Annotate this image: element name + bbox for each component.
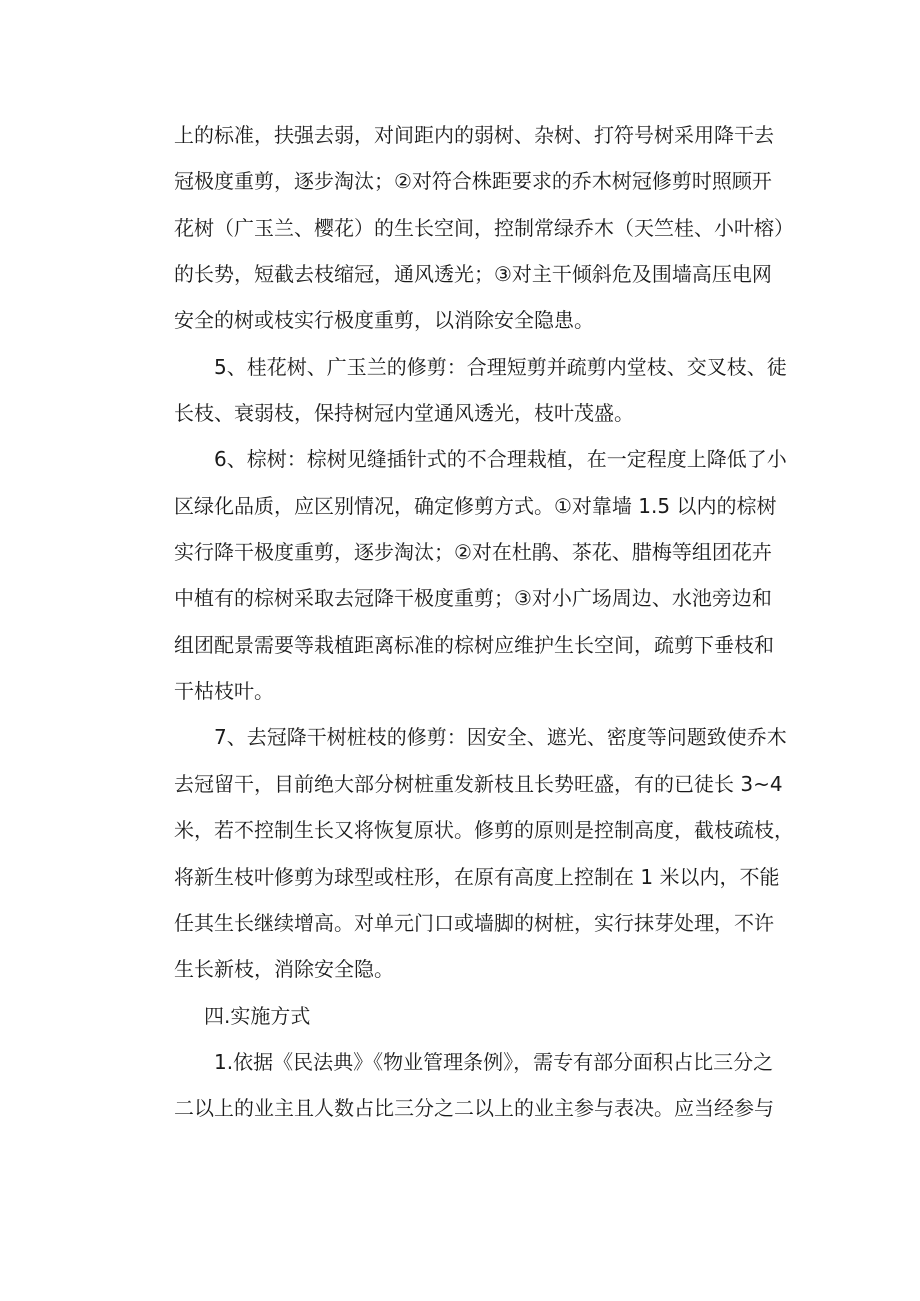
text-line: 任其生长继续增高。对单元门口或墙脚的树桩，实行抹芽处理，不许 [174,910,774,935]
text-line: 的长势，短截去枝缩冠，通风透光；③对主干倾斜危及围墙高压电网 [174,262,772,287]
text-line: 组团配景需要等栽植距离标准的棕树应维护生长空间，疏剪下垂枝和 [174,632,774,657]
text-line: 长枝、衰弱枝，保持树冠内堂通风透光，枝叶茂盛。 [174,401,634,426]
text-line: 6、棕树：棕树见缝插针式的不合理栽植，在一定程度上降低了小 [214,447,787,472]
text-line: 干枯枝叶。 [174,679,274,704]
text-line: 去冠留干，目前绝大部分树桩重发新枝且长势旺盛，有的已徒长 3~4 [174,771,783,796]
text-line: 冠极度重剪，逐步淘汰；②对符合株距要求的乔木树冠修剪时照顾开 [174,169,772,194]
text-line: 实行降干极度重剪，逐步淘汰；②对在杜鹃、茶花、腊梅等组团花卉 [174,540,772,565]
document-body [174,112,794,1132]
text-line: 中植有的棕树采取去冠降干极度重剪；③对小广场周边、水池旁边和 [174,586,772,611]
text-line: 米，若不控制生长又将恢复原状。修剪的原则是控制高度，截枝疏枝， [174,818,794,843]
text-line: 1.依据《民法典》《物业管理条例》，需专有部分面积占比三分之 [214,1049,774,1074]
text-line: 区绿化品质，应区别情况，确定修剪方式。①对靠墙 1.5 以内的棕树 [174,493,777,518]
text-line: 7、去冠降干树桩枝的修剪：因安全、遮光、密度等问题致使乔木 [214,725,787,750]
text-line: 上的标准，扶强去弱，对间距内的弱树、杂树、打符号树采用降干去 [174,123,774,147]
text-line: 花树（广玉兰、樱花）的生长空间，控制常绿乔木（天竺桂、小叶榕） [174,215,794,240]
text-line: 生长新枝，消除安全隐。 [174,957,394,982]
text-line: 安全的树或枝实行极度重剪，以消除安全隐患。 [174,308,594,333]
text-line: 将新生枝叶修剪为球型或柱形，在原有高度上控制在 1 米以内，不能 [174,864,780,889]
text-line: 二以上的业主且人数占比三分之二以上的业主参与表决。应当经参与 [174,1096,774,1121]
section-heading: 四.实施方式 [204,1003,311,1028]
text-line: 5、桂花树、广玉兰的修剪：合理短剪并疏剪内堂枝、交叉枝、徒 [214,354,787,379]
